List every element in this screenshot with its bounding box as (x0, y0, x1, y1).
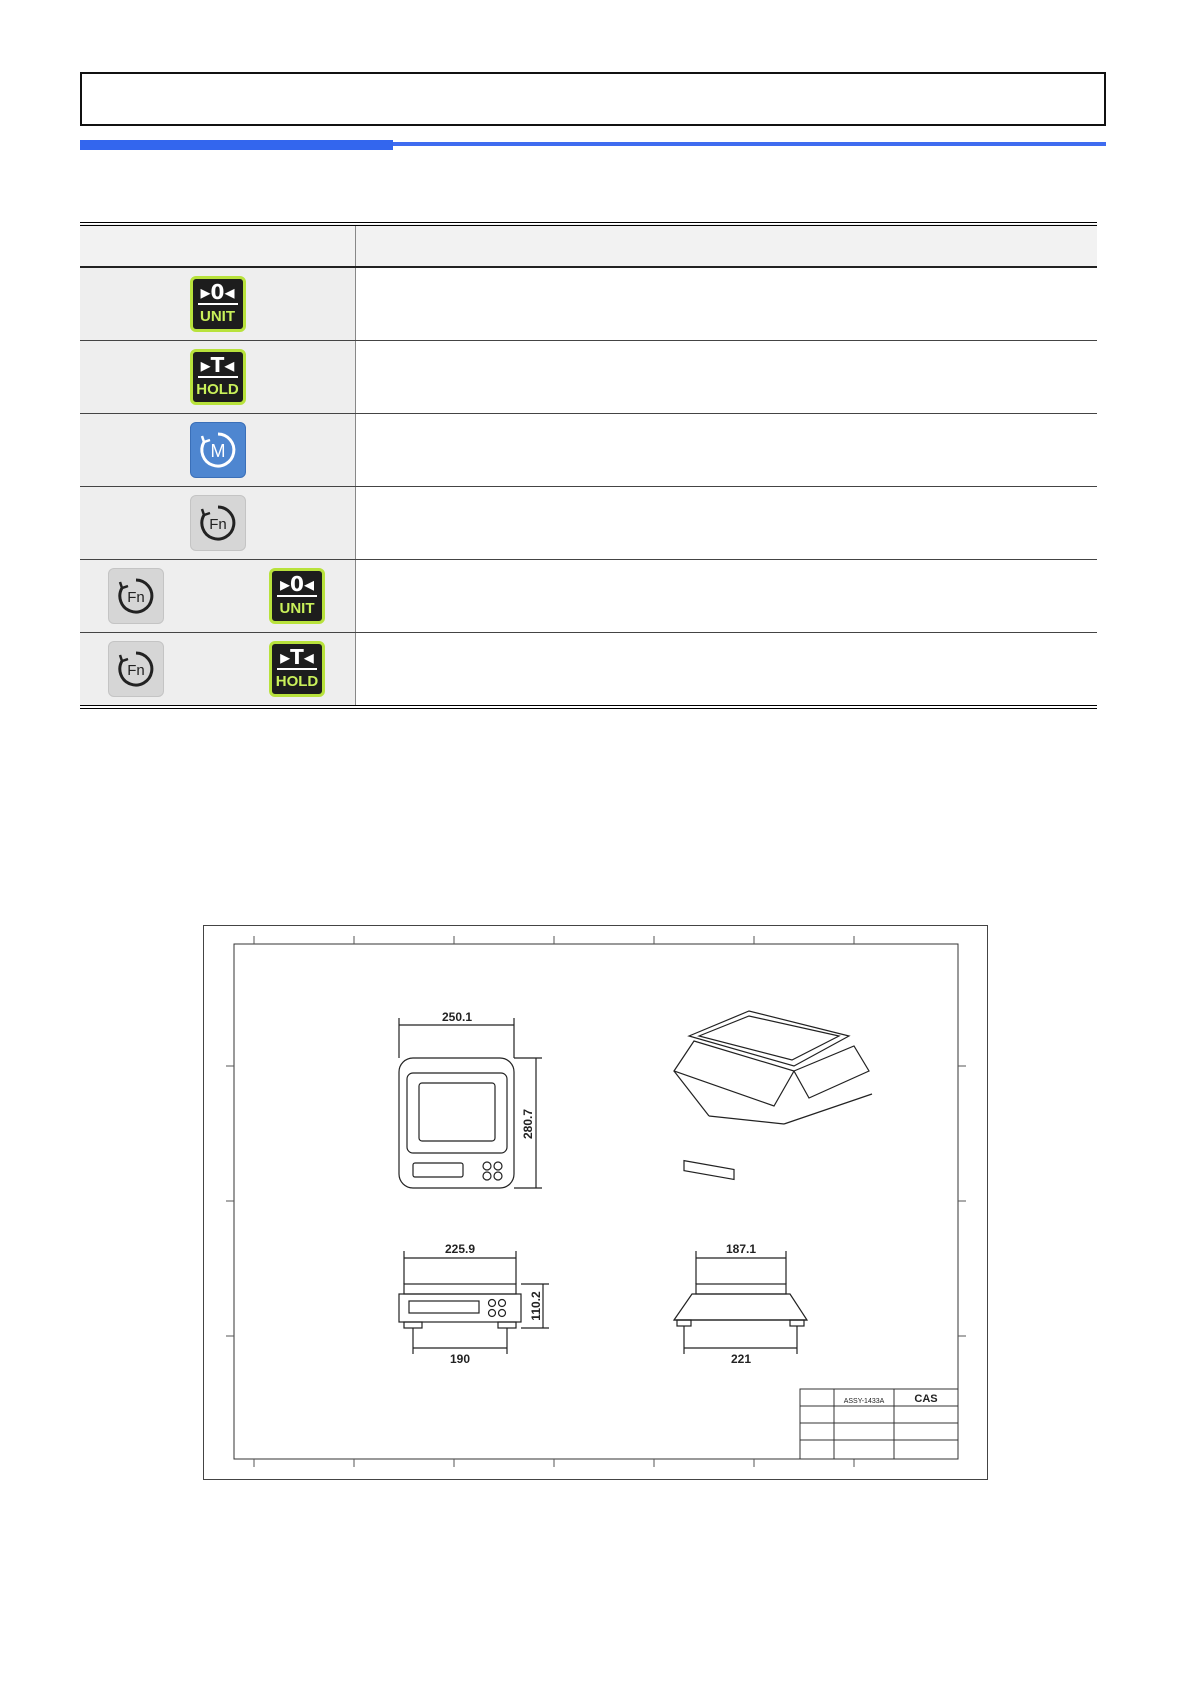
function-description (356, 487, 1098, 560)
fn-key-icon (108, 568, 164, 624)
svg-text:110.2: 110.2 (529, 1291, 543, 1321)
table-row (80, 487, 1097, 560)
zero-unit-key-icon: ▸0◂ UNIT (269, 568, 325, 624)
svg-text:CAS: CAS (914, 1393, 938, 1405)
table-row (80, 414, 1097, 487)
key-function-table (80, 222, 1097, 709)
zero-unit-key-icon: ▸0◂ UNIT (190, 276, 246, 332)
header-key-column (80, 224, 356, 267)
svg-text:Fn: Fn (208, 516, 227, 533)
function-description (356, 414, 1098, 487)
svg-text:M: M (210, 441, 225, 461)
technical-drawing (203, 925, 988, 1480)
fn-key-icon (108, 641, 164, 697)
header-box (80, 72, 1106, 126)
svg-text:ASSY-1433A: ASSY-1433A (843, 1398, 885, 1405)
memory-key-icon (190, 422, 246, 478)
svg-text:221: 221 (730, 1352, 752, 1366)
fn-key-icon (190, 495, 246, 551)
function-description (356, 560, 1098, 633)
svg-text:225.9: 225.9 (444, 1242, 476, 1256)
tare-hold-key-icon: ▸T◂ HOLD (190, 349, 246, 405)
svg-text:280.7: 280.7 (521, 1108, 535, 1140)
function-description (356, 267, 1098, 341)
section-rule (393, 142, 1106, 146)
table-row (80, 341, 1097, 414)
function-description (356, 341, 1098, 414)
table-row (80, 633, 1097, 708)
header-function-column (356, 224, 1098, 267)
function-description (356, 633, 1098, 708)
top-view (399, 1018, 542, 1188)
svg-text:Fn: Fn (127, 662, 145, 679)
svg-text:Fn: Fn (127, 589, 145, 606)
svg-text:250.1: 250.1 (441, 1010, 473, 1024)
svg-text:187.1: 187.1 (725, 1242, 757, 1256)
front-view (399, 1251, 549, 1354)
tare-hold-key-icon: ▸T◂ HOLD (269, 641, 325, 697)
table-row (80, 267, 1097, 341)
table-row (80, 560, 1097, 633)
section-accent-bar (80, 140, 393, 150)
side-view (674, 1251, 807, 1354)
isometric-view (674, 1011, 872, 1179)
svg-text:190: 190 (449, 1352, 471, 1366)
